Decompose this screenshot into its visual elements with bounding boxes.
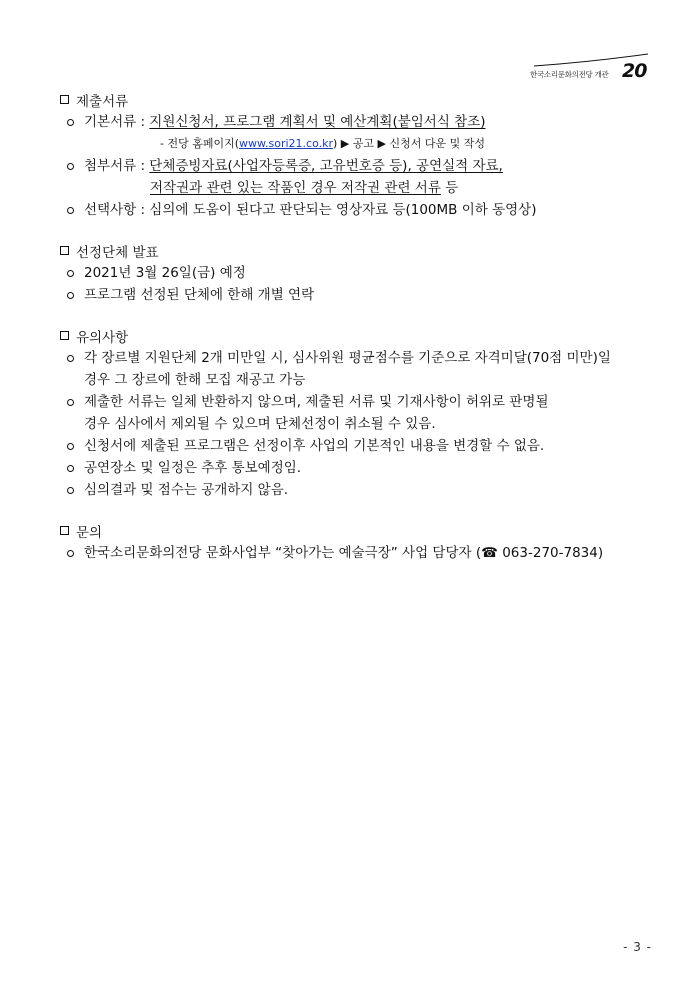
list-item [60,111,660,133]
item-text: 단체증빙자료(사업자등록증, 고유번호증 등), 공연실적 자료, [149,158,503,174]
item-label: 기본서류 : [84,114,150,130]
bullet-circle-icon [67,465,74,472]
bullet-circle-icon [67,443,74,450]
list-item [60,435,660,457]
item-text: 프로그램 선정된 단체에 한해 개별 연락 [84,287,315,303]
list-item [60,284,660,306]
list-item [60,262,660,284]
item-text: 2021년 3월 26일(금) 예정 [84,265,246,281]
list-item [60,391,660,413]
list-item [60,457,660,479]
list-item [60,479,660,501]
checkbox-square-icon [60,526,69,535]
item-text: 제출한 서류는 일체 반환하지 않으며, 제출된 서류 및 기재사항이 허위로 판명될 [84,394,549,410]
page-number: - 3 - [623,940,652,954]
sub-suffix: ) ▶ 공고 ▶ 신청서 다운 및 작성 [333,137,485,150]
checkbox-square-icon [60,95,69,104]
item-text: 각 장르별 지원단체 2개 미만일 시, 심사위원 평균점수를 기준으로 자격미달(70점 미만)일 [84,350,611,366]
section-title: 문의 [76,524,103,541]
anniversary-logo [530,52,652,86]
item-text-tail: 등 [440,180,459,196]
checkbox-square-icon [60,246,69,255]
list-item-continuation [60,413,660,435]
logo-org-name: 한국소리문화의전당 개관 [530,70,609,79]
item-label: 첨부서류 : [84,158,150,174]
bullet-circle-icon [67,292,74,299]
bullet-circle-icon [67,270,74,277]
item-label: 선택사항 : [84,202,150,218]
item-text: 경우 그 장르에 한해 모집 재공고 가능 [84,372,306,388]
list-item [60,542,660,564]
section-heading [60,88,660,111]
bullet-circle-icon [67,355,74,362]
bullet-circle-icon [67,119,74,126]
section-heading [60,324,660,347]
item-text: 지원신청서, 프로그램 계획서 및 예산계획(붙임서식 참조) [149,114,486,130]
logo-anniversary-number: 20 [622,60,647,82]
section-heading [60,239,660,262]
item-text: 신청서에 제출된 프로그램은 선정이후 사업의 기본적인 내용을 변경할 수 없음. [84,438,545,454]
document-body [60,88,660,582]
item-text: 한국소리문화의전당 문화사업부 “찾아가는 예술극장” 사업 담당자 (☎ 063-270-7834) [84,545,604,561]
sub-item [60,133,660,155]
checkbox-square-icon [60,331,69,340]
item-text: 심의에 도움이 된다고 판단되는 영상자료 등(100MB 이하 동영상) [149,202,537,218]
item-text: 심의결과 및 점수는 공개하지 않음. [84,482,289,498]
bullet-circle-icon [67,399,74,406]
bullet-circle-icon [67,207,74,214]
sub-prefix: - 전당 홈페이지( [160,137,240,150]
section-title: 선정단체 발표 [76,244,159,261]
item-text: 경우 심사에서 제외될 수 있으며 단체선정이 취소될 수 있음. [84,416,436,432]
list-item [60,199,660,221]
list-item [60,347,660,369]
section-inquiry [60,519,660,564]
section-submission-documents [60,88,660,221]
section-heading [60,519,660,542]
bullet-circle-icon [67,550,74,557]
list-item-continuation [60,177,660,199]
section-title: 유의사항 [76,329,129,346]
bullet-circle-icon [67,487,74,494]
item-text: 공연장소 및 일정은 추후 통보예정임. [84,460,302,476]
list-item [60,155,660,177]
section-notes [60,324,660,501]
item-text: 저작권과 관련 있는 작품인 경우 저작권 관련 서류 [150,180,441,196]
bullet-circle-icon [67,163,74,170]
section-title: 제출서류 [76,93,129,110]
section-selection-announcement [60,239,660,306]
list-item-continuation [60,369,660,391]
homepage-link[interactable]: www.sori21.co.kr [239,137,333,150]
